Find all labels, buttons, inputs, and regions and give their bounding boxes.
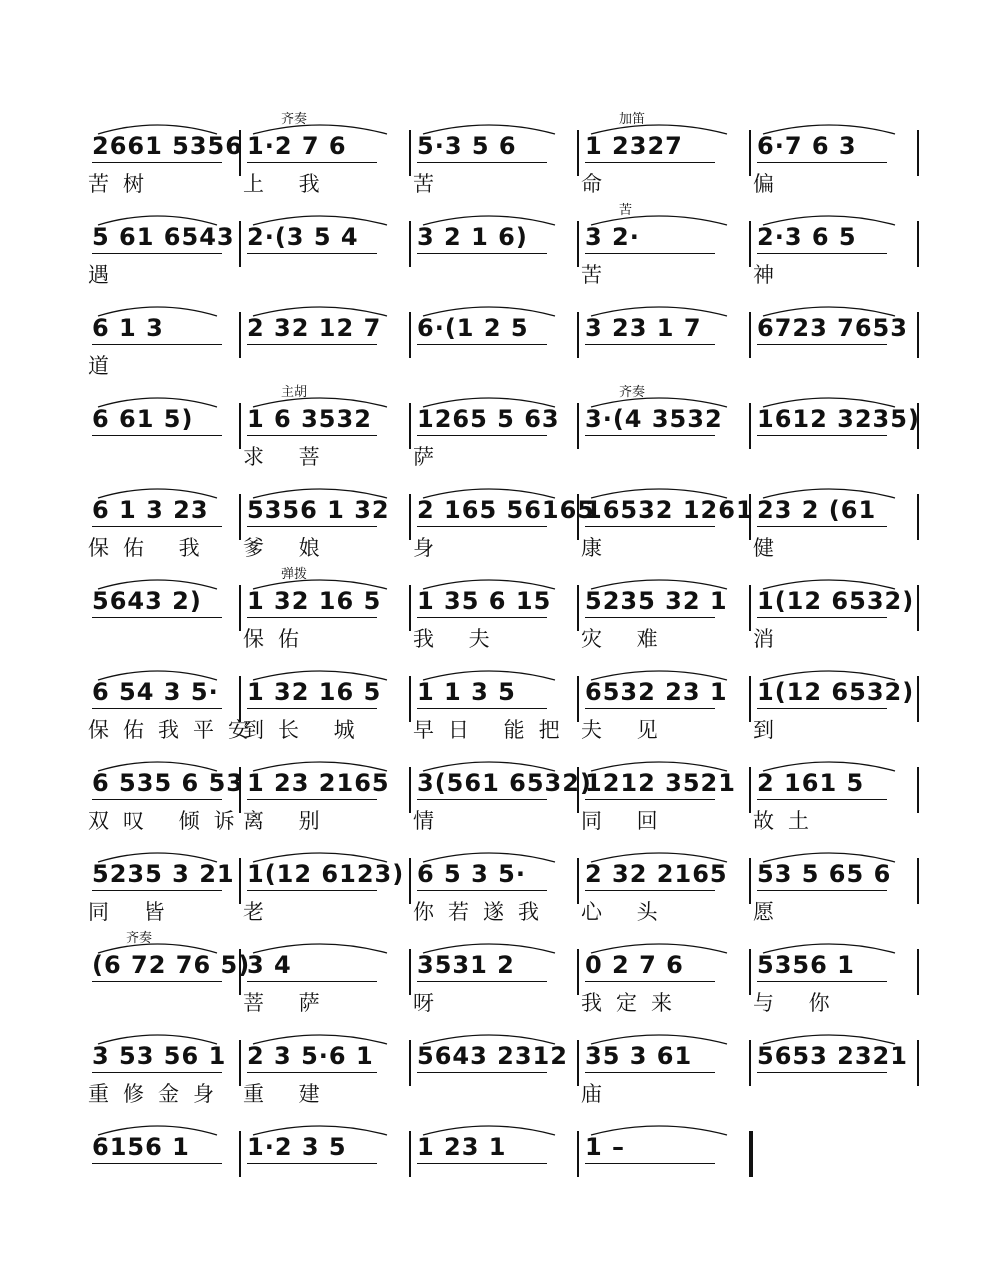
beam-underline [247, 1072, 377, 1073]
measure-notes: 2 32 2165 [585, 860, 728, 888]
measure-notes: 1 35 6 15 [417, 587, 552, 615]
measure [751, 203, 919, 295]
measure [411, 840, 579, 932]
beam-underline [417, 253, 547, 254]
measure [86, 1022, 241, 1114]
beam-underline [92, 162, 222, 163]
measure [241, 476, 411, 568]
score-row [86, 567, 922, 659]
measure-lyrics: 神 [753, 263, 788, 287]
measure-notes: 1212 3521 [585, 769, 736, 797]
measure [241, 112, 411, 204]
measure-notes: 1 23 1 [417, 1133, 507, 1161]
measure-notes: 2 161 5 [757, 769, 865, 797]
performance-mark: 弹拨 [281, 567, 308, 582]
beam-underline [585, 1163, 715, 1164]
beam-underline [92, 253, 222, 254]
measure-lyrics: 保佑我平安 [88, 718, 263, 742]
barline [917, 858, 919, 904]
barline [917, 312, 919, 358]
measure-lyrics: 呀 [413, 991, 448, 1015]
beam-underline [247, 435, 377, 436]
measure-lyrics: 康 [581, 536, 616, 560]
beam-underline [92, 617, 222, 618]
measure-notes: 1265 5 63 [417, 405, 560, 433]
measure-notes: 1 2327 [585, 132, 683, 160]
beam-underline [247, 253, 377, 254]
measure [579, 294, 751, 386]
measure [241, 840, 411, 932]
measure [579, 840, 751, 932]
measure-lyrics: 苦树 [88, 172, 158, 196]
measure [411, 749, 592, 841]
measure-lyrics: 离 别 [243, 809, 334, 833]
score-row [86, 294, 922, 386]
measure-notes: 6·7 6 3 [757, 132, 857, 160]
score-row [86, 749, 922, 841]
barline [917, 676, 919, 722]
beam-underline [757, 708, 887, 709]
measure [579, 203, 751, 295]
measure-notes: 6·(1 2 5 [417, 314, 529, 342]
measure [86, 476, 241, 568]
barline [917, 494, 919, 540]
measure-lyrics: 保佑 我 [88, 536, 214, 560]
score-row [86, 203, 922, 295]
measure [86, 567, 241, 659]
beam-underline [417, 981, 547, 982]
beam-underline [417, 526, 547, 527]
measure-notes: 3 2· [585, 223, 640, 251]
beam-underline [585, 253, 715, 254]
measure [411, 476, 596, 568]
beam-underline [247, 526, 377, 527]
performance-mark: 加笛 [619, 112, 646, 127]
beam-underline [585, 435, 715, 436]
measure [411, 112, 579, 204]
measure-lyrics: 我 夫 [413, 627, 504, 651]
measure-notes: 1 1 3 5 [417, 678, 516, 706]
barline [917, 585, 919, 631]
measure [579, 385, 751, 477]
measure [579, 567, 751, 659]
measure-notes: 5·3 5 6 [417, 132, 517, 160]
measure-lyrics: 与 你 [753, 991, 844, 1015]
measure-lyrics: 愿 [753, 900, 788, 924]
measure-notes: 6156 1 [92, 1133, 190, 1161]
measure-notes: 1 23 2165 [247, 769, 390, 797]
measure [86, 749, 249, 841]
measure [411, 931, 579, 1023]
score-row [86, 840, 922, 932]
measure-notes: 3·(4 3532 [585, 405, 723, 433]
measure [241, 658, 411, 750]
measure-lyrics: 身 [413, 536, 448, 560]
measure [411, 658, 579, 750]
performance-mark: 齐奏 [126, 931, 153, 946]
measure [751, 476, 919, 568]
measure [751, 749, 919, 841]
measure-notes: 3 23 1 7 [585, 314, 702, 342]
measure [751, 931, 919, 1023]
beam-underline [247, 799, 377, 800]
measure-lyrics: 到长 城 [243, 718, 369, 742]
measure-lyrics: 爹 娘 [243, 536, 334, 560]
beam-underline [757, 435, 887, 436]
barline [749, 1131, 753, 1177]
score-row [86, 1022, 922, 1114]
score-row [86, 385, 922, 477]
measure-notes: 2 32 12 7 [247, 314, 382, 342]
beam-underline [585, 708, 715, 709]
measure-lyrics: 道 [88, 354, 123, 378]
performance-mark: 苦 [619, 203, 633, 218]
measure-lyrics: 重修金身 [88, 1082, 228, 1106]
beam-underline [585, 162, 715, 163]
measure [579, 658, 751, 750]
measure-notes: 35 3 61 [585, 1042, 693, 1070]
beam-underline [417, 435, 547, 436]
measure [86, 203, 241, 295]
measure-lyrics: 同 皆 [88, 900, 179, 924]
measure-lyrics: 健 [753, 536, 788, 560]
beam-underline [757, 253, 887, 254]
beam-underline [247, 981, 377, 982]
score-row [86, 112, 922, 204]
measure [86, 931, 251, 1023]
measure-notes: 1·2 3 5 [247, 1133, 347, 1161]
measure-lyrics: 苦 [413, 172, 448, 196]
beam-underline [585, 617, 715, 618]
measure [241, 931, 411, 1023]
beam-underline [417, 1072, 547, 1073]
measure [411, 385, 579, 477]
performance-mark: 齐奏 [619, 385, 646, 400]
barline [917, 1040, 919, 1086]
beam-underline [247, 344, 377, 345]
measure [241, 385, 411, 477]
beam-underline [247, 617, 377, 618]
measure-lyrics: 夫 见 [581, 718, 672, 742]
measure [241, 203, 411, 295]
beam-underline [585, 981, 715, 982]
measure-notes: 3(561 6532) [417, 769, 592, 797]
measure-lyrics: 我定来 [581, 991, 686, 1015]
barline [917, 767, 919, 813]
barline [917, 221, 919, 267]
beam-underline [247, 1163, 377, 1164]
measure-notes: 5235 32 1 [585, 587, 728, 615]
measure [751, 567, 919, 659]
measure-notes: 1 32 16 5 [247, 587, 382, 615]
measure-lyrics: 双叹 倾诉 [88, 809, 249, 833]
beam-underline [92, 526, 222, 527]
beam-underline [247, 708, 377, 709]
measure-notes: 2·(3 5 4 [247, 223, 359, 251]
measure-lyrics: 求 菩 [243, 445, 334, 469]
measure-notes: 6 1 3 23 [92, 496, 209, 524]
measure-notes: 2 165 56165 [417, 496, 596, 524]
measure-lyrics: 偏 [753, 172, 788, 196]
measure-lyrics: 萨 [413, 445, 448, 469]
measure-notes: 0 2 7 6 [585, 951, 684, 979]
measure-notes: 6 5 3 5· [417, 860, 526, 888]
measure-lyrics: 上 我 [243, 172, 334, 196]
measure-notes: 3 53 56 1 [92, 1042, 227, 1070]
beam-underline [247, 162, 377, 163]
beam-underline [757, 799, 887, 800]
measure [241, 294, 411, 386]
measure-lyrics: 你若遂我 [413, 900, 553, 924]
beam-underline [247, 890, 377, 891]
measure-notes: 5356 1 [757, 951, 855, 979]
measure-notes: 1(12 6532) [757, 678, 915, 706]
measure-lyrics: 早日 能把 [413, 718, 574, 742]
measure [579, 1022, 751, 1114]
measure [86, 840, 241, 932]
measure [411, 1113, 579, 1205]
beam-underline [92, 708, 222, 709]
measure [86, 294, 241, 386]
measure [411, 203, 579, 295]
measure [241, 1022, 411, 1114]
measure-lyrics: 情 [413, 809, 448, 833]
beam-underline [757, 890, 887, 891]
measure [411, 1022, 579, 1114]
beam-underline [417, 708, 547, 709]
measure-lyrics: 心 头 [581, 900, 672, 924]
measure-lyrics: 到 [753, 718, 788, 742]
measure [579, 476, 754, 568]
beam-underline [417, 1163, 547, 1164]
measure [86, 1113, 241, 1205]
beam-underline [417, 617, 547, 618]
barline [917, 949, 919, 995]
beam-underline [757, 526, 887, 527]
measure [751, 385, 919, 477]
measure-notes: 5653 2321 [757, 1042, 908, 1070]
measure [241, 749, 411, 841]
measure-notes: 23 2 (61 [757, 496, 877, 524]
measure-notes: 5643 2) [92, 587, 202, 615]
measure-notes: 6532 23 1 [585, 678, 728, 706]
beam-underline [92, 1072, 222, 1073]
beam-underline [585, 344, 715, 345]
measure [579, 112, 751, 204]
measure-notes: 6 1 3 [92, 314, 164, 342]
measure-notes: 1·2 7 6 [247, 132, 347, 160]
score-row [86, 1113, 922, 1205]
measure-notes: 5643 2312 [417, 1042, 568, 1070]
measure [751, 294, 919, 386]
beam-underline [417, 799, 547, 800]
barline [917, 130, 919, 176]
measure-notes: 6 535 6 53 [92, 769, 244, 797]
measure [579, 1113, 751, 1205]
beam-underline [585, 799, 715, 800]
beam-underline [757, 162, 887, 163]
measure-notes: 3531 2 [417, 951, 515, 979]
performance-mark: 齐奏 [281, 112, 308, 127]
measure [579, 931, 751, 1023]
measure-notes: 16532 1261 [585, 496, 754, 524]
measure-notes: 5235 3 21 [92, 860, 235, 888]
beam-underline [92, 890, 222, 891]
measure-lyrics: 老 [243, 900, 278, 924]
measure [241, 567, 411, 659]
measure-lyrics: 故土 [753, 809, 823, 833]
beam-underline [417, 344, 547, 345]
beam-underline [585, 526, 715, 527]
score-row [86, 476, 922, 568]
measure-lyrics: 同 回 [581, 809, 672, 833]
barline [917, 403, 919, 449]
measure-notes: 2661 5356 [92, 132, 243, 160]
measure-notes: 1 6 3532 [247, 405, 372, 433]
measure [86, 385, 241, 477]
measure-notes: 53 5 65 6 [757, 860, 892, 888]
measure [751, 112, 919, 204]
beam-underline [92, 981, 222, 982]
beam-underline [585, 890, 715, 891]
measure-notes: 1612 3235) [757, 405, 920, 433]
measure-notes: 3 2 1 6) [417, 223, 528, 251]
measure [751, 1022, 919, 1114]
measure [86, 112, 241, 204]
score-row [86, 931, 922, 1023]
beam-underline [757, 617, 887, 618]
beam-underline [417, 162, 547, 163]
beam-underline [757, 344, 887, 345]
measure-notes: 1(12 6123) [247, 860, 405, 888]
measure-lyrics: 遇 [88, 263, 123, 287]
measure-notes: 5356 1 32 [247, 496, 390, 524]
performance-mark: 主胡 [281, 385, 308, 400]
measure-notes: 3 4 [247, 951, 292, 979]
beam-underline [757, 981, 887, 982]
measure-notes: 2 3 5·6 1 [247, 1042, 374, 1070]
measure-lyrics: 消 [753, 627, 788, 651]
measure [86, 658, 263, 750]
beam-underline [92, 1163, 222, 1164]
measure-lyrics: 灾 难 [581, 627, 672, 651]
measure-notes: 6 61 5) [92, 405, 194, 433]
measure-notes: 2·3 6 5 [757, 223, 857, 251]
score-row [86, 658, 922, 750]
measure [751, 840, 919, 932]
measure-notes: 1(12 6532) [757, 587, 915, 615]
measure-notes: 1 32 16 5 [247, 678, 382, 706]
measure-notes: 5 61 6543 [92, 223, 235, 251]
measure-notes: 6 54 3 5· [92, 678, 219, 706]
beam-underline [92, 435, 222, 436]
measure-lyrics: 重 建 [243, 1082, 334, 1106]
measure [241, 1113, 411, 1205]
beam-underline [92, 344, 222, 345]
measure-lyrics: 菩 萨 [243, 991, 334, 1015]
measure-lyrics: 保佑 [243, 627, 313, 651]
measure-notes: 6723 7653 [757, 314, 908, 342]
beam-underline [757, 1072, 887, 1073]
measure-lyrics: 庙 [581, 1082, 616, 1106]
measure [411, 294, 579, 386]
measure-lyrics: 苦 [581, 263, 616, 287]
measure [411, 567, 579, 659]
measure-lyrics: 命 [581, 172, 616, 196]
measure [751, 658, 919, 750]
measure [579, 749, 751, 841]
beam-underline [417, 890, 547, 891]
beam-underline [585, 1072, 715, 1073]
beam-underline [92, 799, 222, 800]
measure-notes: (6 72 76 5) [92, 951, 251, 979]
measure-notes: 1 – [585, 1133, 626, 1161]
